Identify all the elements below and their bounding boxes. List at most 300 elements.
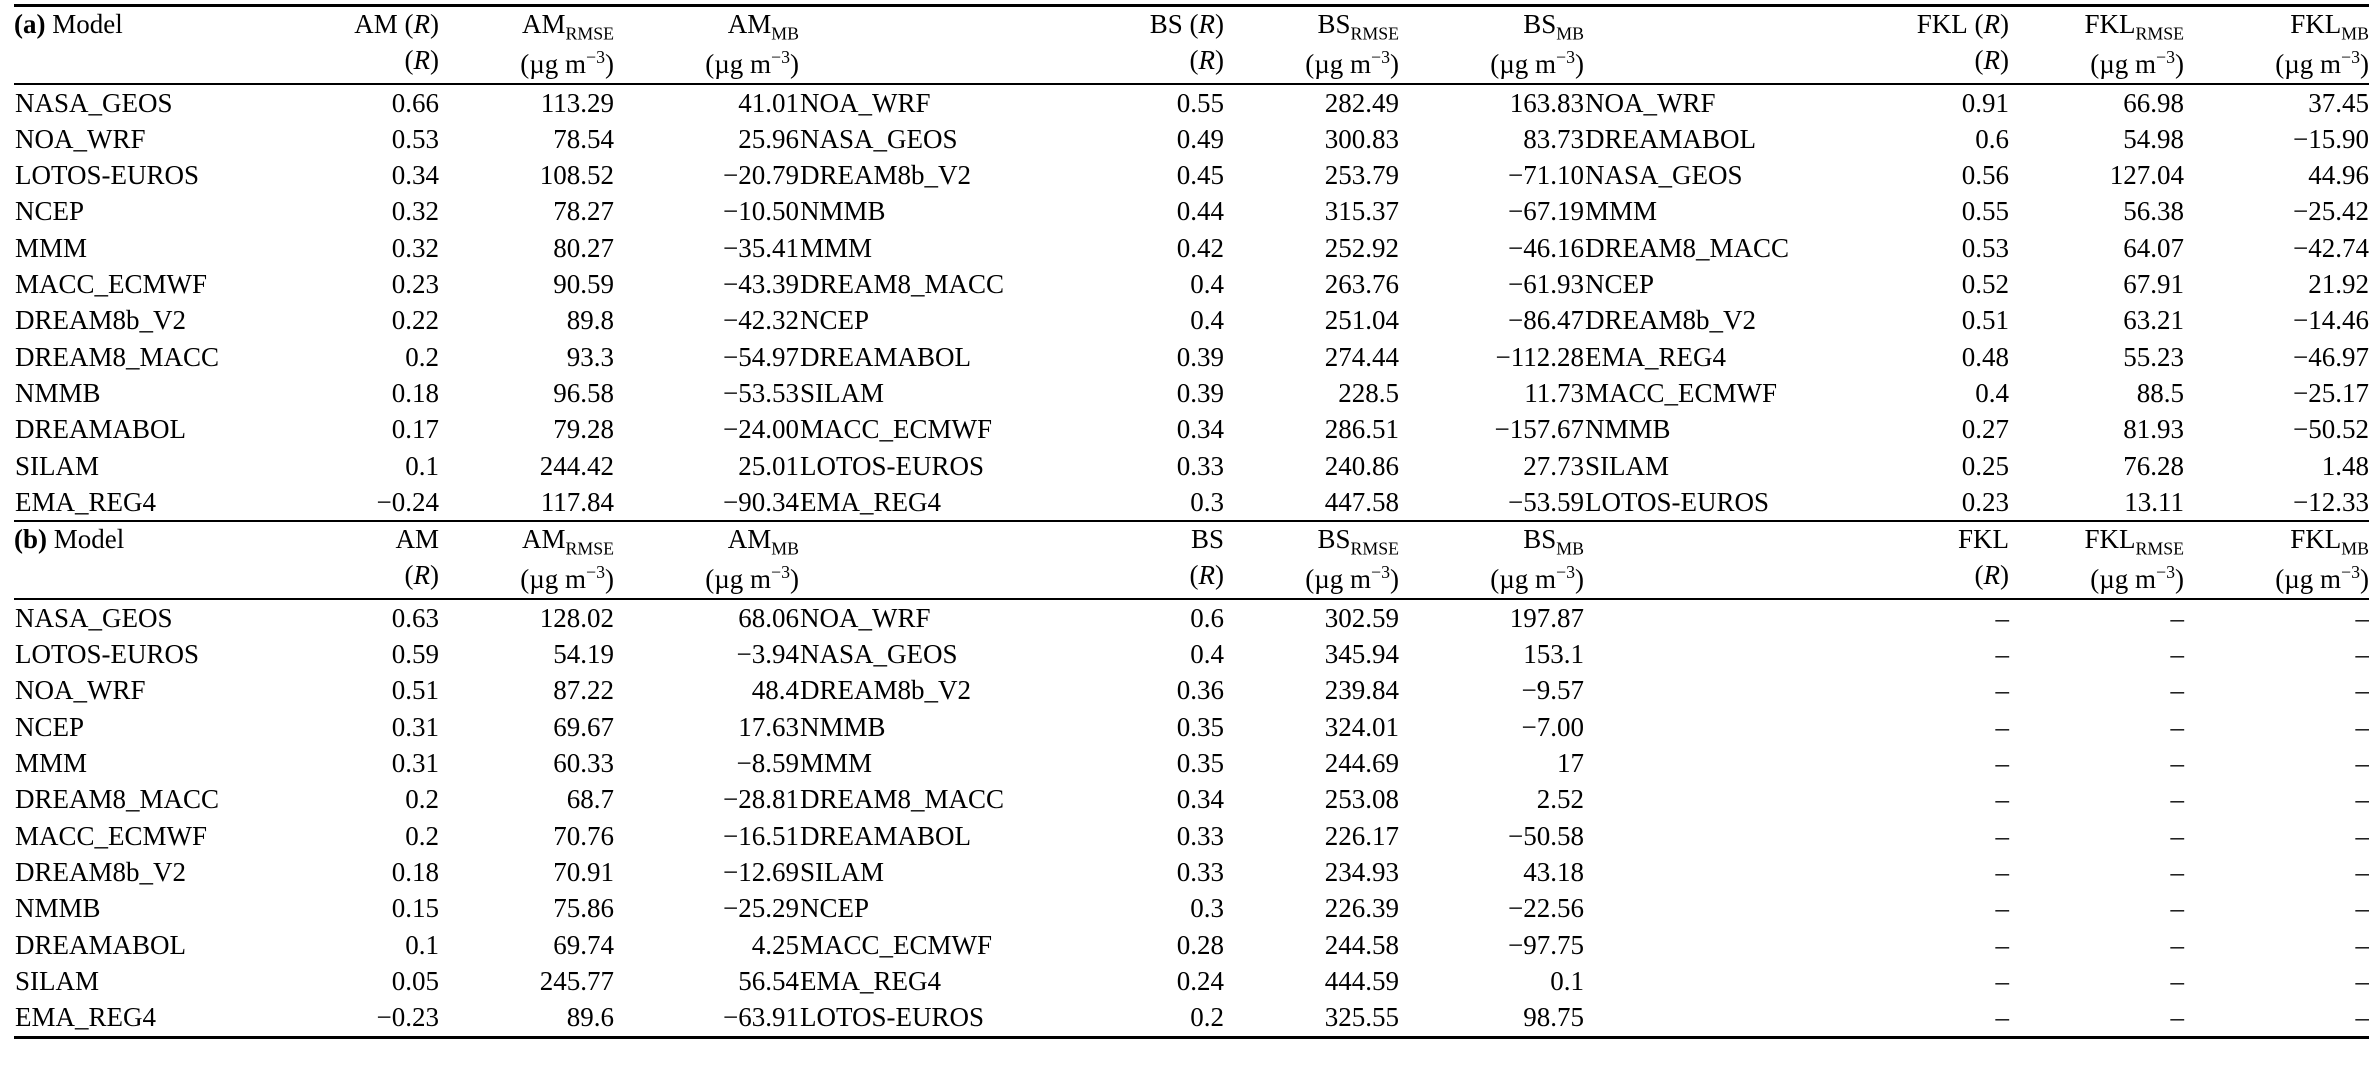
am-r-cell: 0.17 xyxy=(391,414,439,445)
model-name-cell: NASA_GEOS xyxy=(15,87,173,118)
am-rmse-cell: 128.02 xyxy=(539,602,614,633)
am-rmse-cell: 244.42 xyxy=(539,450,614,481)
am-rmse-cell: 90.59 xyxy=(553,269,614,300)
bs-rmse-cell: 253.79 xyxy=(1324,160,1399,191)
table-row xyxy=(14,230,2369,266)
model-name-cell: DREAM8_MACC xyxy=(15,784,220,815)
bs-mb-cell: −9.57 xyxy=(1521,675,1584,706)
am-rmse-cell: 96.58 xyxy=(553,378,614,409)
model-name-cell: MMM xyxy=(800,748,873,779)
panel-b-am-rmse-header: $AM_{RMSE}$ (µg $m^{-3}$) xyxy=(439,521,614,599)
model-name-cell: DREAM8b_V2 xyxy=(1585,305,1757,336)
am-r-cell: 0.18 xyxy=(391,378,439,409)
statistics-table xyxy=(14,4,2369,1039)
table-row xyxy=(14,636,2369,672)
bs-mb-cell: −112.28 xyxy=(1495,341,1584,372)
model-name-cell: NASA_GEOS xyxy=(1585,160,1743,191)
model-name-cell: EMA_REG4 xyxy=(1585,341,1726,372)
fkl-rmse-cell: 64.07 xyxy=(2123,232,2184,263)
fkl-rmse-cell: 56.38 xyxy=(2123,196,2184,227)
table-row xyxy=(14,818,2369,854)
am-mb-cell: −8.59 xyxy=(736,748,799,779)
model-name-cell: SILAM xyxy=(800,378,885,409)
bs-rmse-cell: 244.69 xyxy=(1324,748,1399,779)
panel-a-am-rmse-header: $AM_{RMSE}$ (µg $m^{-3}$) xyxy=(439,6,614,84)
fkl-rmse-cell: 67.91 xyxy=(2123,269,2184,300)
model-name-cell xyxy=(1584,672,1859,708)
fkl-r-cell: – xyxy=(1995,711,2009,742)
am-rmse-cell: 79.28 xyxy=(553,414,614,445)
fkl-rmse-cell: 66.98 xyxy=(2123,87,2184,118)
table-row xyxy=(14,266,2369,302)
panel-b xyxy=(14,521,2369,1037)
model-name-cell xyxy=(1584,709,1859,745)
am-mb-cell: −90.34 xyxy=(723,486,799,517)
panel-a-header-row xyxy=(14,6,2369,84)
bs-mb-cell: −22.56 xyxy=(1508,893,1584,924)
fkl-rmse-cell: 63.21 xyxy=(2123,305,2184,336)
am-mb-cell: −12.69 xyxy=(723,856,799,887)
am-rmse-cell: 87.22 xyxy=(553,675,614,706)
model-name-cell: NOA_WRF xyxy=(800,602,931,633)
am-rmse-cell: 245.77 xyxy=(539,965,614,996)
am-mb-cell: 17.63 xyxy=(738,711,799,742)
am-r-cell: 0.1 xyxy=(405,929,439,960)
bs-mb-cell: 197.87 xyxy=(1509,602,1584,633)
bs-rmse-cell: 315.37 xyxy=(1324,196,1399,227)
fkl-mb-cell: – xyxy=(2355,965,2369,996)
panel-b-fkl-mb-header: $FKL_{MB}$ (µg $m^{-3}$) xyxy=(2184,521,2369,599)
fkl-r-cell: 0.25 xyxy=(1961,450,2009,481)
bs-r-cell: 0.24 xyxy=(1176,965,1224,996)
am-r-cell: 0.31 xyxy=(391,711,439,742)
panel-b-model-label: Model xyxy=(53,524,125,555)
panel-a xyxy=(14,6,2369,522)
panel-a-model-header xyxy=(14,6,289,84)
table-row xyxy=(14,745,2369,781)
bs-rmse-cell: 226.39 xyxy=(1324,893,1399,924)
table-row xyxy=(14,963,2369,999)
model-name-cell: DREAM8b_V2 xyxy=(15,305,187,336)
model-name-cell: DREAMABOL xyxy=(15,414,187,445)
table-row xyxy=(14,709,2369,745)
fkl-mb-cell: – xyxy=(2355,748,2369,779)
bs-r-cell: 0.36 xyxy=(1176,675,1224,706)
bs-mb-cell: 43.18 xyxy=(1523,856,1584,887)
bs-rmse-cell: 251.04 xyxy=(1324,305,1399,336)
bs-r-cell: 0.28 xyxy=(1176,929,1224,960)
am-r-cell: 0.2 xyxy=(405,784,439,815)
fkl-mb-cell: – xyxy=(2355,929,2369,960)
panel-a-bs-r-header: BS (R) (R) xyxy=(1074,6,1224,84)
model-name-cell: LOTOS-EUROS xyxy=(800,450,985,481)
am-mb-cell: −54.97 xyxy=(723,341,799,372)
am-rmse-cell: 78.27 xyxy=(553,196,614,227)
panel-b-label: (b) xyxy=(14,524,47,555)
model-name-cell xyxy=(1584,636,1859,672)
am-rmse-cell: 89.8 xyxy=(566,305,614,336)
bs-rmse-cell: 447.58 xyxy=(1324,486,1399,517)
model-name-cell: DREAM8_MACC xyxy=(800,784,1005,815)
bs-r-cell: 0.49 xyxy=(1176,123,1224,154)
fkl-mb-cell: −25.17 xyxy=(2293,378,2369,409)
fkl-r-cell: 0.27 xyxy=(1961,414,2009,445)
panel-a-fkl-mb-header: $FKL_{MB}$ (µg $m^{-3}$) xyxy=(2184,6,2369,84)
am-mb-cell: −43.39 xyxy=(723,269,799,300)
am-rmse-cell: 75.86 xyxy=(553,893,614,924)
model-name-cell: EMA_REG4 xyxy=(800,486,941,517)
am-r-cell: 0.22 xyxy=(391,305,439,336)
table-row xyxy=(14,927,2369,963)
fkl-r-cell: 0.51 xyxy=(1961,305,2009,336)
panel-a-fkl-model-header xyxy=(1584,6,1859,84)
bs-rmse-cell: 226.17 xyxy=(1324,820,1399,851)
am-mb-cell: 4.25 xyxy=(751,929,799,960)
am-mb-cell: 48.4 xyxy=(751,675,799,706)
table-row xyxy=(14,890,2369,926)
model-name-cell: DREAMABOL xyxy=(800,820,972,851)
panel-a-am-mb-header: $AM_{MB}$ (µg $m^{-3}$) xyxy=(614,6,799,84)
panel-a-fkl-r-header: FKL (R) (R) xyxy=(1859,6,2009,84)
bs-mb-cell: −61.93 xyxy=(1508,269,1584,300)
fkl-rmse-cell: – xyxy=(2009,999,2184,1037)
am-mb-cell: −16.51 xyxy=(723,820,799,851)
bs-rmse-cell: 302.59 xyxy=(1324,602,1399,633)
fkl-mb-cell: −50.52 xyxy=(2293,414,2369,445)
bs-mb-cell: −86.47 xyxy=(1508,305,1584,336)
model-name-cell: MACC_ECMWF xyxy=(15,820,208,851)
bs-r-cell: 0.34 xyxy=(1176,784,1224,815)
fkl-rmse-cell: 55.23 xyxy=(2123,341,2184,372)
model-name-cell: EMA_REG4 xyxy=(800,965,941,996)
bs-r-cell: 0.3 xyxy=(1190,486,1224,517)
model-name-cell: MMM xyxy=(15,232,88,263)
am-r-cell: 0.63 xyxy=(391,602,439,633)
fkl-rmse-cell: – xyxy=(2170,675,2184,706)
fkl-rmse-cell: – xyxy=(2170,856,2184,887)
fkl-mb-cell: – xyxy=(2355,856,2369,887)
fkl-mb-cell: – xyxy=(2355,820,2369,851)
bs-rmse-cell: 240.86 xyxy=(1324,450,1399,481)
model-name-cell: DREAM8b_V2 xyxy=(15,856,187,887)
am-rmse-cell: 60.33 xyxy=(553,748,614,779)
model-name-cell: LOTOS-EUROS xyxy=(15,160,200,191)
model-name-cell: NMMB xyxy=(15,378,101,409)
fkl-rmse-cell: 13.11 xyxy=(2124,486,2184,517)
bs-r-cell: 0.6 xyxy=(1190,602,1224,633)
am-mb-cell: 56.54 xyxy=(738,965,799,996)
fkl-rmse-cell: – xyxy=(2170,711,2184,742)
fkl-r-cell: 0.23 xyxy=(1961,486,2009,517)
bs-rmse-cell: 274.44 xyxy=(1324,341,1399,372)
panel-a-label: (a) xyxy=(14,9,46,39)
fkl-r-cell: – xyxy=(1995,856,2009,887)
panel-a-bs-model-header xyxy=(799,6,1074,84)
am-rmse-cell: 70.91 xyxy=(553,856,614,887)
fkl-r-cell: 0.56 xyxy=(1961,160,2009,191)
model-name-cell: NMMB xyxy=(800,196,886,227)
fkl-mb-cell: – xyxy=(2355,711,2369,742)
bs-mb-cell: 163.83 xyxy=(1509,87,1584,118)
model-name-cell: MMM xyxy=(15,748,88,779)
bs-rmse-cell: 282.49 xyxy=(1324,87,1399,118)
fkl-r-cell: 0.53 xyxy=(1961,232,2009,263)
bs-rmse-cell: 444.59 xyxy=(1324,965,1399,996)
model-name-cell: LOTOS-EUROS xyxy=(15,639,200,670)
model-name-cell xyxy=(1584,781,1859,817)
model-name-cell: NOA_WRF xyxy=(15,675,146,706)
table-row xyxy=(14,157,2369,193)
bs-r-cell: 0.33 xyxy=(1176,450,1224,481)
model-name-cell: EMA_REG4 xyxy=(14,999,289,1037)
panel-b-bs-r-header: BS (R) xyxy=(1074,521,1224,599)
panel-a-fkl-rmse-header: $FKL_{RMSE}$ (µg $m^{-3}$) xyxy=(2009,6,2184,84)
panel-b-model-header xyxy=(14,521,289,599)
am-rmse-cell: 80.27 xyxy=(553,232,614,263)
model-name-cell: DREAM8_MACC xyxy=(800,269,1005,300)
bs-r-cell: 0.55 xyxy=(1176,87,1224,118)
am-r-cell: 0.32 xyxy=(391,196,439,227)
am-mb-cell: −20.79 xyxy=(723,160,799,191)
fkl-mb-cell: −25.42 xyxy=(2293,196,2369,227)
model-name-cell: MMM xyxy=(1585,196,1658,227)
model-name-cell xyxy=(1584,963,1859,999)
model-name-cell: NOA_WRF xyxy=(1585,87,1716,118)
panel-b-bs-model-header xyxy=(799,521,1074,599)
am-rmse-cell: 89.6 xyxy=(439,999,614,1037)
bs-mb-cell: −157.67 xyxy=(1494,414,1584,445)
am-mb-cell: −10.50 xyxy=(723,196,799,227)
model-name-cell: DREAMABOL xyxy=(800,341,972,372)
bs-mb-cell: 98.75 xyxy=(1399,999,1584,1037)
model-name-cell: NOA_WRF xyxy=(800,87,931,118)
model-name-cell: DREAM8b_V2 xyxy=(800,675,972,706)
bs-r-cell: 0.3 xyxy=(1190,893,1224,924)
model-name-cell: NASA_GEOS xyxy=(800,639,958,670)
fkl-rmse-cell: – xyxy=(2170,965,2184,996)
am-mb-cell: −63.91 xyxy=(614,999,799,1037)
table-row xyxy=(14,484,2369,521)
fkl-rmse-cell: 81.93 xyxy=(2123,414,2184,445)
bs-rmse-cell: 234.93 xyxy=(1324,856,1399,887)
bs-rmse-cell: 263.76 xyxy=(1324,269,1399,300)
am-r-cell: 0.34 xyxy=(391,160,439,191)
am-mb-cell: −28.81 xyxy=(723,784,799,815)
am-r-cell: 0.18 xyxy=(391,856,439,887)
am-rmse-cell: 108.52 xyxy=(539,160,614,191)
fkl-mb-cell: – xyxy=(2184,999,2369,1037)
fkl-rmse-cell: 76.28 xyxy=(2123,450,2184,481)
fkl-mb-cell: −12.33 xyxy=(2293,486,2369,517)
panel-b-bs-mb-header: $BS_{MB}$ (µg $m^{-3}$) xyxy=(1399,521,1584,599)
model-name-cell: DREAMABOL xyxy=(15,929,187,960)
model-name-cell: NMMB xyxy=(15,893,101,924)
fkl-mb-cell: – xyxy=(2355,675,2369,706)
model-name-cell: NCEP xyxy=(800,305,870,336)
bs-rmse-cell: 324.01 xyxy=(1324,711,1399,742)
table-row xyxy=(14,193,2369,229)
am-r-cell: 0.1 xyxy=(405,450,439,481)
table-row xyxy=(14,448,2369,484)
am-rmse-cell: 69.67 xyxy=(553,711,614,742)
bs-r-cell: 0.42 xyxy=(1176,232,1224,263)
model-name-cell: LOTOS-EUROS xyxy=(1585,486,1770,517)
panel-a-am-r-header: AM (R) (R) xyxy=(289,6,439,84)
fkl-mb-cell: 1.48 xyxy=(2321,450,2369,481)
model-name-cell: LOTOS-EUROS xyxy=(799,999,1074,1037)
bs-mb-cell: −46.16 xyxy=(1508,232,1584,263)
model-name-cell xyxy=(1584,999,1859,1037)
panel-a-bs-rmse-header: $BS_{RMSE}$ (µg $m^{-3}$) xyxy=(1224,6,1399,84)
bs-r-cell: 0.35 xyxy=(1176,711,1224,742)
fkl-mb-cell: −42.74 xyxy=(2293,232,2369,263)
fkl-mb-cell: 21.92 xyxy=(2308,269,2369,300)
model-name-cell xyxy=(1584,818,1859,854)
fkl-r-cell: 0.52 xyxy=(1961,269,2009,300)
fkl-rmse-cell: – xyxy=(2170,748,2184,779)
am-r-cell: 0.66 xyxy=(391,87,439,118)
model-name-cell: DREAM8b_V2 xyxy=(800,160,972,191)
model-name-cell xyxy=(1584,927,1859,963)
bs-r-cell: 0.35 xyxy=(1176,748,1224,779)
bs-r-cell: 0.4 xyxy=(1190,269,1224,300)
bs-mb-cell: 11.73 xyxy=(1524,378,1584,409)
fkl-r-cell: 0.55 xyxy=(1961,196,2009,227)
model-name-cell: NCEP xyxy=(15,711,85,742)
table-row xyxy=(14,411,2369,447)
bs-rmse-cell: 253.08 xyxy=(1324,784,1399,815)
model-name-cell: DREAM8_MACC xyxy=(1585,232,1790,263)
am-r-cell: 0.53 xyxy=(391,123,439,154)
panel-b-fkl-rmse-header: $FKL_{RMSE}$ (µg $m^{-3}$) xyxy=(2009,521,2184,599)
panel-a-bs-mb-header: $BS_{MB}$ (µg $m^{-3}$) xyxy=(1399,6,1584,84)
am-r-cell: −0.23 xyxy=(289,999,439,1037)
am-mb-cell: −24.00 xyxy=(723,414,799,445)
model-name-cell: MACC_ECMWF xyxy=(800,929,993,960)
bs-rmse-cell: 300.83 xyxy=(1324,123,1399,154)
table-row xyxy=(14,339,2369,375)
panel-b-am-mb-header: $AM_{MB}$ (µg $m^{-3}$) xyxy=(614,521,799,599)
am-mb-cell: 68.06 xyxy=(738,602,799,633)
am-r-cell: 0.51 xyxy=(391,675,439,706)
fkl-r-cell: – xyxy=(1995,748,2009,779)
panel-b-am-r-header: AM (R) xyxy=(289,521,439,599)
am-rmse-cell: 78.54 xyxy=(553,123,614,154)
model-name-cell: DREAMABOL xyxy=(1585,123,1757,154)
fkl-rmse-cell: – xyxy=(2170,602,2184,633)
fkl-r-cell: – xyxy=(1995,675,2009,706)
bs-mb-cell: −71.10 xyxy=(1508,160,1584,191)
panel-b-fkl-r-header: FKL (R) xyxy=(1859,521,2009,599)
fkl-r-cell: – xyxy=(1995,784,2009,815)
am-mb-cell: 25.96 xyxy=(738,123,799,154)
am-r-cell: 0.32 xyxy=(391,232,439,263)
panel-b-bs-rmse-header: $BS_{RMSE}$ (µg $m^{-3}$) xyxy=(1224,521,1399,599)
model-name-cell: NCEP xyxy=(800,893,870,924)
bs-rmse-cell: 325.55 xyxy=(1224,999,1399,1037)
bs-r-cell: 0.34 xyxy=(1176,414,1224,445)
bs-r-cell: 0.39 xyxy=(1176,341,1224,372)
bs-mb-cell: 83.73 xyxy=(1523,123,1584,154)
fkl-rmse-cell: 127.04 xyxy=(2109,160,2184,191)
am-r-cell: 0.05 xyxy=(391,965,439,996)
am-mb-cell: −3.94 xyxy=(736,639,799,670)
model-name-cell: MMM xyxy=(800,232,873,263)
model-name-cell xyxy=(1584,890,1859,926)
model-name-cell: NASA_GEOS xyxy=(15,602,173,633)
am-r-cell: −0.24 xyxy=(376,486,439,517)
am-rmse-cell: 93.3 xyxy=(566,341,614,372)
am-r-cell: 0.31 xyxy=(391,748,439,779)
am-rmse-cell: 113.29 xyxy=(540,87,614,118)
bs-rmse-cell: 244.58 xyxy=(1324,929,1399,960)
model-name-cell: MACC_ECMWF xyxy=(1585,378,1778,409)
model-name-cell: NASA_GEOS xyxy=(800,123,958,154)
table-row xyxy=(14,672,2369,708)
fkl-rmse-cell: – xyxy=(2170,639,2184,670)
model-name-cell: SILAM xyxy=(15,450,100,481)
fkl-mb-cell: – xyxy=(2355,784,2369,815)
bs-mb-cell: −50.58 xyxy=(1508,820,1584,851)
bs-mb-cell: 17 xyxy=(1557,748,1584,779)
table-row xyxy=(14,302,2369,338)
bs-mb-cell: 2.52 xyxy=(1536,784,1584,815)
table-row xyxy=(14,600,2369,636)
bs-mb-cell: −67.19 xyxy=(1508,196,1584,227)
fkl-rmse-cell: 54.98 xyxy=(2123,123,2184,154)
am-mb-cell: −25.29 xyxy=(723,893,799,924)
model-name-cell: DREAM8_MACC xyxy=(15,341,220,372)
fkl-mb-cell: – xyxy=(2355,602,2369,633)
am-rmse-cell: 70.76 xyxy=(553,820,614,851)
am-rmse-cell: 69.74 xyxy=(553,929,614,960)
fkl-r-cell: 0.4 xyxy=(1975,378,2009,409)
am-mb-cell: −42.32 xyxy=(723,305,799,336)
bs-mb-cell: −7.00 xyxy=(1521,711,1584,742)
bs-mb-cell: −97.75 xyxy=(1508,929,1584,960)
fkl-mb-cell: −15.90 xyxy=(2293,123,2369,154)
am-r-cell: 0.15 xyxy=(391,893,439,924)
fkl-rmse-cell: – xyxy=(2170,929,2184,960)
model-name-cell xyxy=(1584,745,1859,781)
am-r-cell: 0.2 xyxy=(405,820,439,851)
bs-r-cell: 0.45 xyxy=(1176,160,1224,191)
bs-r-cell: 0.33 xyxy=(1176,820,1224,851)
table-row xyxy=(14,781,2369,817)
am-mb-cell: −35.41 xyxy=(723,232,799,263)
am-rmse-cell: 68.7 xyxy=(566,784,614,815)
bs-rmse-cell: 286.51 xyxy=(1324,414,1399,445)
fkl-rmse-cell: – xyxy=(2170,784,2184,815)
fkl-mb-cell: −46.97 xyxy=(2293,341,2369,372)
model-name-cell: SILAM xyxy=(800,856,885,887)
model-name-cell: NMMB xyxy=(800,711,886,742)
panel-a-model-label: Model xyxy=(52,9,123,39)
bs-r-cell: 0.39 xyxy=(1176,378,1224,409)
fkl-r-cell: – xyxy=(1995,893,2009,924)
am-mb-cell: −53.53 xyxy=(723,378,799,409)
model-name-cell: MACC_ECMWF xyxy=(15,269,208,300)
bs-r-cell: 0.33 xyxy=(1176,856,1224,887)
table-row xyxy=(14,85,2369,121)
am-rmse-cell: 54.19 xyxy=(553,639,614,670)
fkl-r-cell: 0.6 xyxy=(1975,123,2009,154)
am-mb-cell: 41.01 xyxy=(738,87,799,118)
bs-r-cell: 0.4 xyxy=(1190,305,1224,336)
fkl-r-cell: 0.91 xyxy=(1961,87,2009,118)
model-name-cell xyxy=(1584,854,1859,890)
bs-r-cell: 0.44 xyxy=(1176,196,1224,227)
